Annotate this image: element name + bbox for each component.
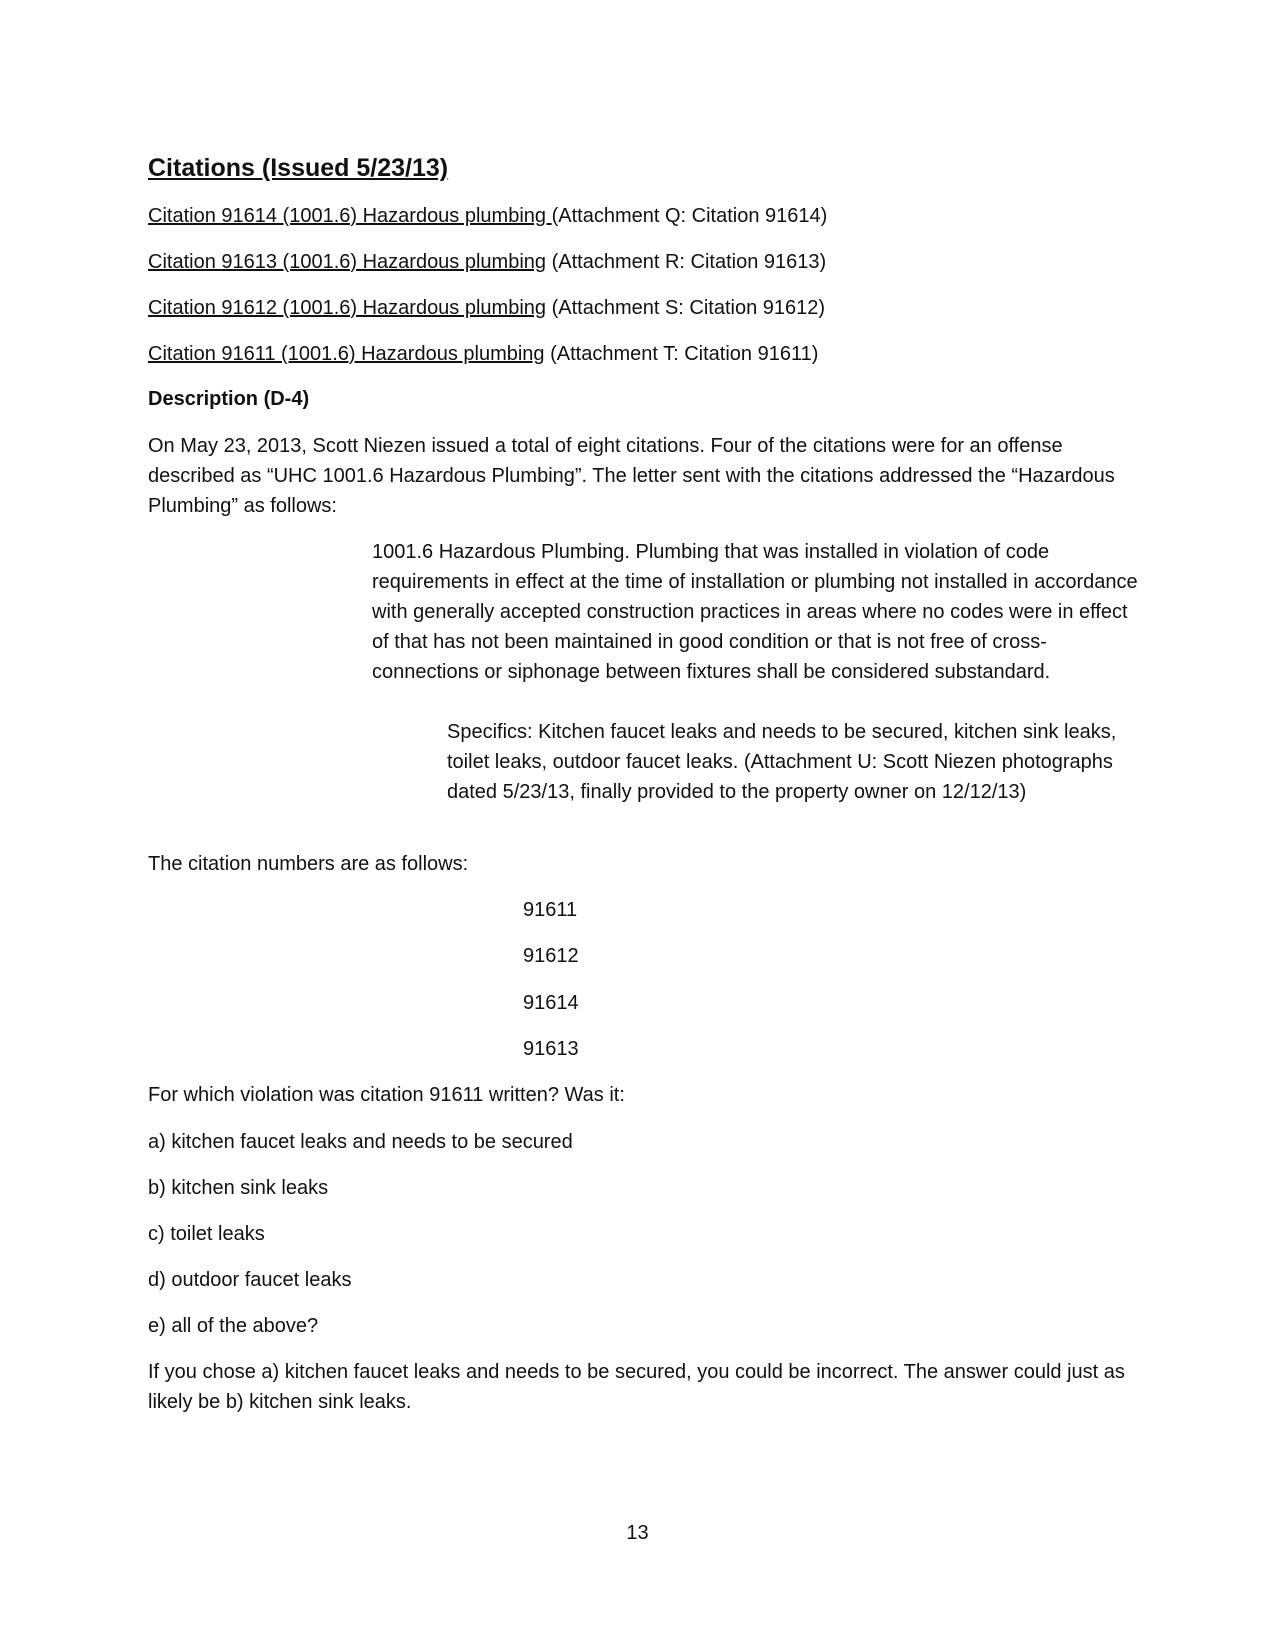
option-e: e) all of the above? [148,1315,319,1337]
description-heading: Description (D-4) [148,388,310,410]
citation-number: 91611 [523,899,578,921]
citation-attachment: (Attachment Q: Citation 91614) [551,205,828,227]
question-text: For which violation was citation 91611 written? Was it: [148,1084,625,1106]
option-d: d) outdoor faucet leaks [148,1269,352,1291]
closing-paragraph: If you chose a) kitchen faucet leaks and needs to be secured, you could be incorrect. The answer could just as likely be b) kitchen sink leaks. [148,1361,1125,1413]
citation-line-91614 [148,201,827,231]
citation-number: 91612 [523,945,579,967]
citation-title: Citation 91614 (1001.6) Hazardous plumbing [148,205,552,227]
citation-title: Citation 91613 (1001.6) Hazardous plumbing [148,251,547,273]
option-c: c) toilet leaks [148,1223,265,1245]
citation-title: Citation 91612 (1001.6) Hazardous plumbing [148,297,547,319]
option-b: b) kitchen sink leaks [148,1177,329,1199]
numbers-intro: The citation numbers are as follows: [148,853,469,875]
citation-line-91611 [148,339,818,369]
citation-attachment: (Attachment T: Citation 91611) [544,343,819,365]
option-a: a) kitchen faucet leaks and needs to be secured [148,1131,573,1153]
citation-title: Citation 91611 (1001.6) Hazardous plumbing [148,343,545,365]
citation-number: 91613 [523,1038,579,1060]
citation-attachment: (Attachment S: Citation 91612) [546,297,826,319]
section-heading: Citations (Issued 5/23/13) [148,154,449,182]
citation-line-91612 [148,293,825,323]
intro-paragraph: On May 23, 2013, Scott Niezen issued a total of eight citations. Four of the citations were for an offense described as “UHC 1001.6 Hazardous Plumbing”. The letter sent with the citations addressed the “Hazardous Plumbing” as follows: [148,435,1115,517]
citation-attachment: (Attachment R: Citation 91613) [546,251,827,273]
citation-number: 91614 [523,992,579,1014]
citation-line-91613 [148,247,826,277]
quoted-code-paragraph: 1001.6 Hazardous Plumbing. Plumbing that was installed in violation of code requirements in effect at the time of installation or plumbing not installed in accordance with generally accepted construction practices in areas where no codes were in effect of that has not been maintained in good condition or that is not free of cross-connections or siphonage between fixtures shall be considered substandard. [372,541,1138,683]
page-number: 13 [626,1522,649,1544]
specifics-paragraph: Specifics: Kitchen faucet leaks and needs to be secured, kitchen sink leaks, toilet leaks, outdoor faucet leaks. (Attachment U: Scott Niezen photographs dated 5/23/13, finally provided to the property owner on 12/12/13) [447,721,1117,803]
